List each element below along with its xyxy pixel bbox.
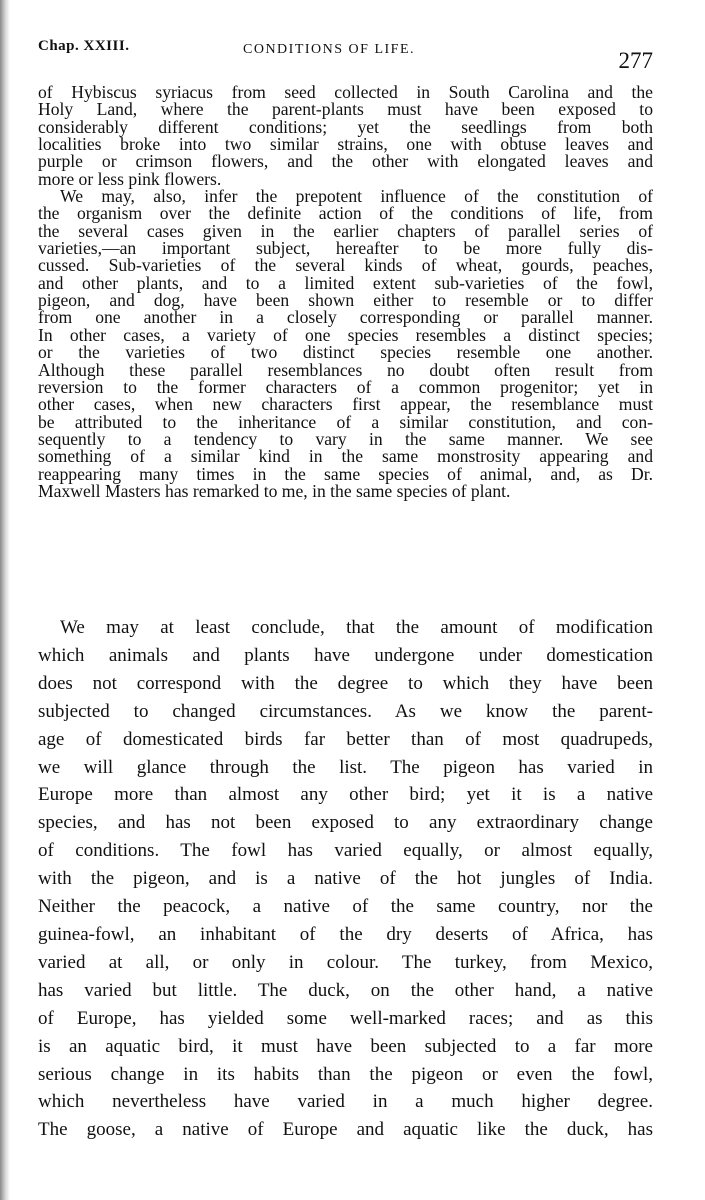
text-line: more or less pink flowers. xyxy=(38,168,222,189)
text-line: pigeon, and dog, have been shown either to resemble or to differ xyxy=(38,290,653,311)
text-line: other cases, when new characters first appear, the resemblance must xyxy=(38,394,653,415)
text-line: purple or crimson flowers, and the other with elongated leaves and xyxy=(38,151,653,172)
text-line: Maxwell Masters has remarked to me, in the same species of plant. xyxy=(38,480,511,501)
text-line: something of a similar kind in the same monstrosity appearing and xyxy=(38,446,653,467)
text-line: cussed. Sub-varieties of the several kinds of wheat, gourds, peaches, xyxy=(38,255,653,276)
spine-shadow xyxy=(0,0,10,1200)
text-line: age of domesticated birds far better than of most quadrupeds, xyxy=(38,728,653,750)
text-line: varieties,—an important subject, hereafter to be more fully dis- xyxy=(38,238,653,259)
text-line: The goose, a native of Europe and aquatic like the duck, has xyxy=(38,1119,653,1141)
text-line: Europe more than almost any other bird; yet it is a native xyxy=(38,784,653,806)
text-line: Neither the peacock, a native of the same country, nor the xyxy=(38,896,653,918)
main-paragraph xyxy=(38,614,653,1144)
text-line: and other plants, and to a limited extent sub-varieties of the fowl, xyxy=(38,272,653,293)
text-line: or the varieties of two distinct species resemble one another. xyxy=(38,342,653,363)
text-line: varied at all, or only in colour. The turkey, from Mexico, xyxy=(38,951,653,973)
chapter-label: Chap. XXIII. xyxy=(38,38,130,54)
text-line: considerably different conditions; yet the seedlings from both xyxy=(38,116,653,137)
text-line: the organism over the definite action of the conditions of life, from xyxy=(38,203,653,224)
text-line: we will glance through the list. The pigeon has varied in xyxy=(38,756,653,778)
small-print-paragraphs xyxy=(38,84,653,500)
text-line: does not correspond with the degree to which they have been xyxy=(38,672,653,694)
running-title: CONDITIONS OF LIFE. xyxy=(243,42,415,57)
text-line: serious change in its habits than the pigeon or even the fowl, xyxy=(38,1063,653,1085)
page-number: 277 xyxy=(618,48,653,73)
text-line: reversion to the former characters of a common progenitor; yet in xyxy=(38,376,653,397)
text-line: species, and has not been exposed to any extraordinary change xyxy=(38,812,653,834)
text-line: guinea-fowl, an inhabitant of the dry deserts of Africa, has xyxy=(38,923,653,945)
text-line: has varied but little. The duck, on the other hand, a native xyxy=(38,979,653,1001)
text-line: localities broke into two similar strains, one with obtuse leaves and xyxy=(38,134,653,155)
text-line: Although these parallel resemblances no doubt often result from xyxy=(38,359,653,380)
running-header xyxy=(38,34,653,74)
text-line: We may at least conclude, that the amount of modification xyxy=(60,617,653,638)
text-line: is an aquatic bird, it must have been subjected to a far more xyxy=(38,1035,653,1057)
text-line: We may, also, infer the prepotent influence of the constitution of xyxy=(60,186,653,207)
text-line: subjected to changed circumstances. As we know the parent- xyxy=(38,700,653,722)
text-line: be attributed to the inheritance of a similar constitution, and con- xyxy=(38,411,653,432)
text-line: of conditions. The fowl has varied equally, or almost equally, xyxy=(38,840,653,862)
text-line: from one another in a closely corresponding or parallel manner. xyxy=(38,307,653,328)
text-line: which animals and plants have undergone under domestication xyxy=(38,644,653,666)
text-line: of Europe, has yielded some well-marked races; and as this xyxy=(38,1007,653,1029)
text-line: the several cases given in the earlier chapters of parallel series of xyxy=(38,220,653,241)
text-line: reappearing many times in the same species of animal, and, as Dr. xyxy=(38,463,653,484)
text-line: In other cases, a variety of one species resembles a distinct species; xyxy=(38,324,653,345)
text-line: sequently to a tendency to vary in the same manner. We see xyxy=(38,428,653,449)
text-line: Holy Land, where the parent-plants must have been exposed to xyxy=(38,99,653,120)
text-line: with the pigeon, and is a native of the hot jungles of India. xyxy=(38,868,653,890)
text-line: which nevertheless have varied in a much higher degree. xyxy=(38,1091,653,1113)
text-line: of Hybiscus syriacus from seed collected in South Carolina and the xyxy=(38,82,653,102)
